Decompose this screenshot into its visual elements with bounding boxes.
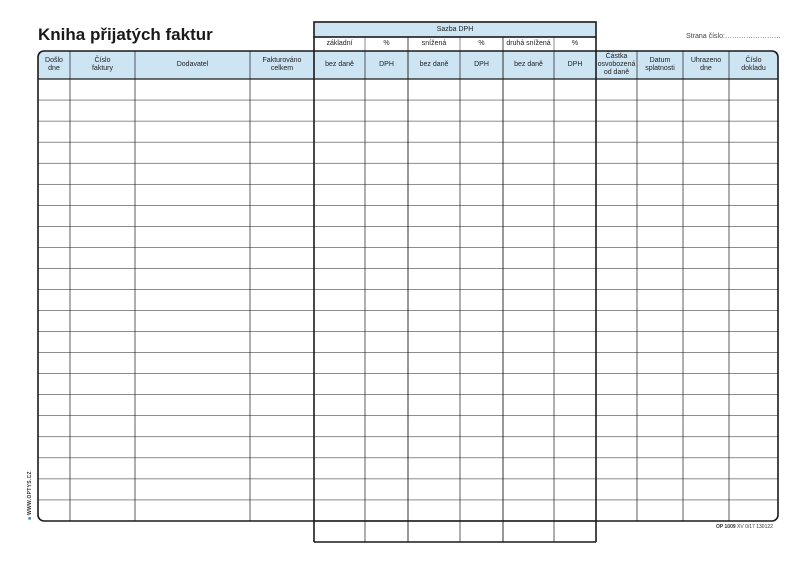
column-header-doslo: Došlo dne [45, 57, 63, 72]
column-header-dodavatel: Dodavatel [176, 61, 209, 68]
page-number-field: Strana číslo:…………………… [686, 33, 781, 40]
column-header-druha_bez: bez daně [514, 61, 543, 68]
column-header-snizena_bez: bez daně [419, 61, 449, 68]
form-code: OP 1009 XV 0/17 130122 [716, 524, 773, 530]
vat-rate-percent: % [383, 40, 390, 47]
vat-rate-percent: % [571, 40, 579, 47]
page-title: Kniha přijatých faktur [38, 25, 213, 44]
column-header-snizena_dph: DPH [474, 61, 489, 68]
vat-rate-percent: % [478, 40, 485, 47]
column-header-splatnost: Datum splatnosti [645, 57, 675, 72]
column-header-cislo_dokladu: Číslo dokladu [741, 57, 766, 72]
vat-rate-name: druhá snížená [506, 40, 551, 47]
publisher-web: ■ WWW.OPTYS.CZ [27, 471, 33, 520]
column-header-cislo_faktury: Číslo faktury [91, 57, 113, 72]
column-header-fakturovano: Fakturováno celkem [262, 57, 302, 72]
column-header-osvobozena: Částka osvobozená od daně [597, 53, 636, 76]
vat-group-title: Sazba DPH [436, 25, 474, 33]
column-header-zakladni_dph: DPH [379, 61, 394, 68]
column-header-zakladni_bez: bez daně [325, 61, 354, 68]
column-header-uhrazeno: Uhrazeno dne [690, 57, 722, 72]
vat-rate-name: snížená [421, 40, 447, 47]
column-header-druha_dph: DPH [567, 61, 583, 68]
vat-rate-name: základní [326, 40, 353, 47]
